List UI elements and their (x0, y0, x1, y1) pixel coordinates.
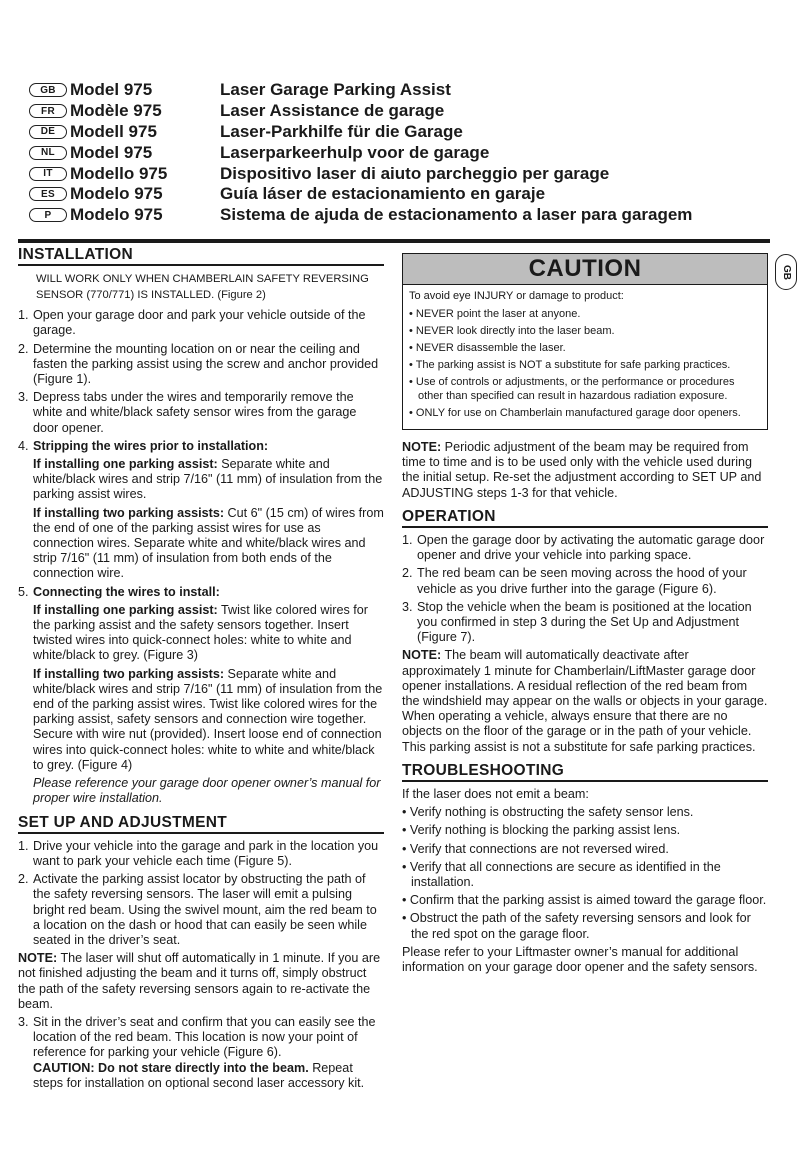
setup-heading: SET UP AND ADJUSTMENT (18, 815, 384, 834)
troubleshooting-closing: Please refer to your Liftmaster owner’s manual for additional information on your garage door opener and the safety sensors. (402, 944, 758, 975)
list-item: • Confirm that the parking assist is aimed toward the garage floor. (402, 893, 767, 908)
caution-body (403, 285, 767, 429)
step-title: Stripping the wires prior to installation: (33, 438, 269, 453)
language-row-de (29, 122, 749, 143)
troubleshooting-list (402, 805, 768, 942)
sub-text: Separate white and white/black wires and strip 7/16" (11 mm) of insulation from the parking assist wires. (33, 457, 383, 502)
list-item (402, 533, 768, 563)
sub-label: If installing two parking assists: (33, 505, 225, 520)
language-badge: ES (29, 187, 67, 201)
step-number: 4. (18, 438, 29, 453)
language-badge: IT (29, 167, 67, 181)
step5-one-assist (18, 603, 384, 664)
list-item: • Verify that connections are not reversed wired. (402, 841, 669, 856)
product-title: Dispositivo laser di aiuto parcheggio per garage (220, 163, 610, 183)
caution-item: • NEVER point the laser at anyone. (409, 308, 581, 320)
step-number: 2. (402, 566, 413, 581)
periodic-adjustment-note (402, 440, 768, 501)
list-item (18, 872, 384, 948)
language-title-table (29, 80, 749, 226)
installation-steps (18, 308, 384, 454)
product-title: Laser Assistance de garage (220, 101, 445, 121)
sub-text: Separate white and white/black wires and strip 7/16" (11 mm) of insulation from the end of the parking assist wires. Twist like colored wires for the parking assist, safety sensors and connection wire together. Secure with wire nut (provided). Insert loose end of connection wires into quick-connect holes: white to white and white/black to grey. (Figure 4) (33, 666, 383, 772)
list-item (18, 839, 384, 869)
setup-note (18, 951, 384, 1012)
side-tab-label: GB (780, 264, 792, 280)
right-column (402, 253, 768, 978)
operation-heading: OPERATION (402, 509, 768, 528)
caution-text: Repeat steps for installation on optional second laser accessory kit. (33, 1060, 365, 1090)
language-badge: DE (29, 125, 67, 139)
list-item: • Verify nothing is obstructing the safety sensor lens. (402, 805, 694, 820)
step-number: 1. (402, 533, 413, 548)
step-text: Activate the parking assist locator by obstructing the path of the safety reversing sensors. The laser will emit a pulsing bright red beam. Using the swivel mount, aim the red beam to a location on the dash or hood that can easily be seen while seated in the driver’s seat. (33, 872, 377, 947)
language-badge: P (29, 208, 67, 222)
caution-label: CAUTION: Do not stare directly into the beam. (33, 1060, 309, 1075)
operation-note (402, 648, 768, 754)
language-side-tab (775, 254, 797, 290)
note-text: Periodic adjustment of the beam may be required from time to time and is to be used only with the vehicle used during the initial setup. Re-set the adjustment according to SET UP and ADJUSTING steps 1-3 for that vehicle. (402, 440, 762, 500)
product-title: Laser-Parkhilfe für die Garage (220, 121, 463, 141)
caution-item: • NEVER disassemble the laser. (409, 342, 566, 354)
installation-requirement-note: WILL WORK ONLY WHEN CHAMBERLAIN SAFETY REVERSING SENSOR (770/771) IS INSTALLED. (Figure 2) (36, 273, 369, 302)
sub-text: Twist like colored wires for the parking assist and the safety sensors together. Insert twisted wires into quick-connect holes: white to white and white/black to grey. (Figure 3) (33, 602, 368, 663)
caution-intro: To avoid eye INJURY or damage to product: (409, 290, 624, 302)
sub-label: If installing two parking assists: (33, 666, 225, 681)
step4-one-assist (18, 457, 384, 503)
model-name: Modelo 975 (70, 184, 163, 204)
setup-steps-cont (18, 1015, 384, 1091)
language-row-nl (29, 142, 749, 163)
product-title: Guía láser de estacionamiento en garaje (220, 184, 546, 204)
step-text: Open the garage door by activating the automatic garage door opener and drive your vehicle into parking space. (417, 533, 765, 563)
step-number: 5. (18, 584, 29, 599)
list-item: • Verify nothing is blocking the parking assist lens. (402, 823, 681, 838)
list-item (18, 342, 384, 388)
model-name: Modelo 975 (70, 205, 163, 225)
model-name: Modèle 975 (70, 101, 162, 121)
list-item (18, 390, 384, 436)
step-number: 2. (18, 341, 29, 356)
language-row-es (29, 184, 749, 205)
sub-label: If installing one parking assist: (33, 602, 218, 617)
step-number: 3. (18, 1014, 29, 1029)
model-name: Model 975 (70, 80, 153, 100)
step-text: Stop the vehicle when the beam is positioned at the location you confirmed in step 3 during the Set Up and Adjustment (Figure 7). (417, 599, 752, 645)
step-text: Sit in the driver’s seat and confirm that you can easily see the location of the red beam. This location is now your point of reference for parking your vehicle (Figure 6). (33, 1014, 376, 1060)
list-item (18, 439, 384, 454)
language-row-p (29, 205, 749, 226)
wire-reference-note: Please reference your garage door opener owner’s manual for proper wire installation. (33, 776, 381, 806)
caution-item: • Use of controls or adjustments, or the performance or procedures other than specified can result in hazardous radiation exposure. (409, 376, 735, 402)
language-row-fr (29, 101, 749, 122)
troubleshooting-intro: If the laser does not emit a beam: (402, 787, 589, 802)
step-number: 3. (18, 390, 29, 405)
step4-two-assists (18, 506, 384, 582)
step-text: Depress tabs under the wires and temporarily remove the white and white/black safety sensor wires from the garage door opener. (33, 390, 357, 435)
product-title: Laser Garage Parking Assist (220, 80, 451, 100)
header-divider (18, 239, 770, 243)
model-name: Modello 975 (70, 163, 168, 183)
note-label: NOTE: (402, 648, 442, 663)
language-row-gb (29, 80, 749, 101)
product-title: Laserparkeerhulp voor de garage (220, 142, 490, 162)
sub-text: Cut 6" (15 cm) of wires from the end of one of the parking assist wires for use as connection wires. Separate white and white/black wires and strip 7/16" (11 mm) of insulation from both ends of the connection wire. (33, 505, 384, 581)
operation-steps (402, 533, 768, 645)
step-text: Open your garage door and park your vehicle outside of the garage. (33, 308, 366, 338)
note-label: NOTE: (18, 951, 58, 966)
step-number: 1. (18, 308, 29, 323)
installation-heading: INSTALLATION (18, 247, 384, 266)
left-column (18, 247, 384, 1094)
step-number: 3. (402, 599, 413, 614)
step-number: 2. (18, 872, 29, 887)
caution-item: • NEVER look directly into the laser beam. (409, 325, 615, 337)
list-item (18, 1015, 384, 1091)
product-title: Sistema de ajuda de estacionamento a laser para garagem (220, 205, 693, 225)
note-label: NOTE: (402, 440, 442, 454)
language-badge: GB (29, 83, 67, 97)
step-text: The red beam can be seen moving across the hood of your vehicle as you drive further into the garage (Figure 6). (417, 566, 747, 596)
caution-box (402, 253, 768, 430)
model-name: Model 975 (70, 142, 153, 162)
caution-heading: CAUTION (403, 254, 767, 285)
model-name: Modell 975 (70, 121, 157, 141)
setup-steps (18, 839, 384, 948)
step-number: 1. (18, 838, 29, 853)
step5-two-assists (18, 667, 384, 773)
step-text: Drive your vehicle into the garage and park in the location you want to park your vehicle each time (Figure 5). (33, 838, 379, 868)
note-text: The laser will shut off automatically in 1 minute. If you are not finished adjusting the beam and it turns off, simply obstruct the path of the safety reversing sensors again to re-activate the beam. (18, 951, 381, 1011)
list-item (402, 600, 768, 646)
installation-steps-cont (18, 585, 384, 600)
list-item: • Verify that all connections are secure as identified in the installation. (402, 859, 721, 890)
caution-item: • The parking assist is NOT a substitute for safe parking practices. (409, 359, 731, 371)
language-row-it (29, 163, 749, 184)
sub-label: If installing one parking assist: (33, 457, 218, 472)
language-badge: FR (29, 104, 67, 118)
list-item (18, 308, 384, 338)
troubleshooting-heading: TROUBLESHOOTING (402, 763, 768, 782)
list-item (18, 585, 384, 600)
step-title: Connecting the wires to install: (33, 584, 220, 599)
note-text: The beam will automatically deactivate after approximately 1 minute for Chamberlain/LiftMaster garage door opener installations. A residual reflection of the red beam from the windshield may appear on the walls or objects in your garage. When operating a vehicle, always ensure that there are no objects on the floor of the garage or in the path of your vehicle. This parking assist is not a substitute for safe parking practices. (402, 648, 768, 754)
caution-item: • ONLY for use on Chamberlain manufactured garage door openers. (409, 407, 741, 419)
language-badge: NL (29, 146, 67, 160)
list-item: • Obstruct the path of the safety reversing sensors and look for the red spot on the garage floor. (402, 911, 751, 941)
step-text: Determine the mounting location on or near the ceiling and fasten the parking assist using the screw and anchor provided (Figure 1). (33, 341, 379, 387)
list-item (402, 566, 768, 596)
